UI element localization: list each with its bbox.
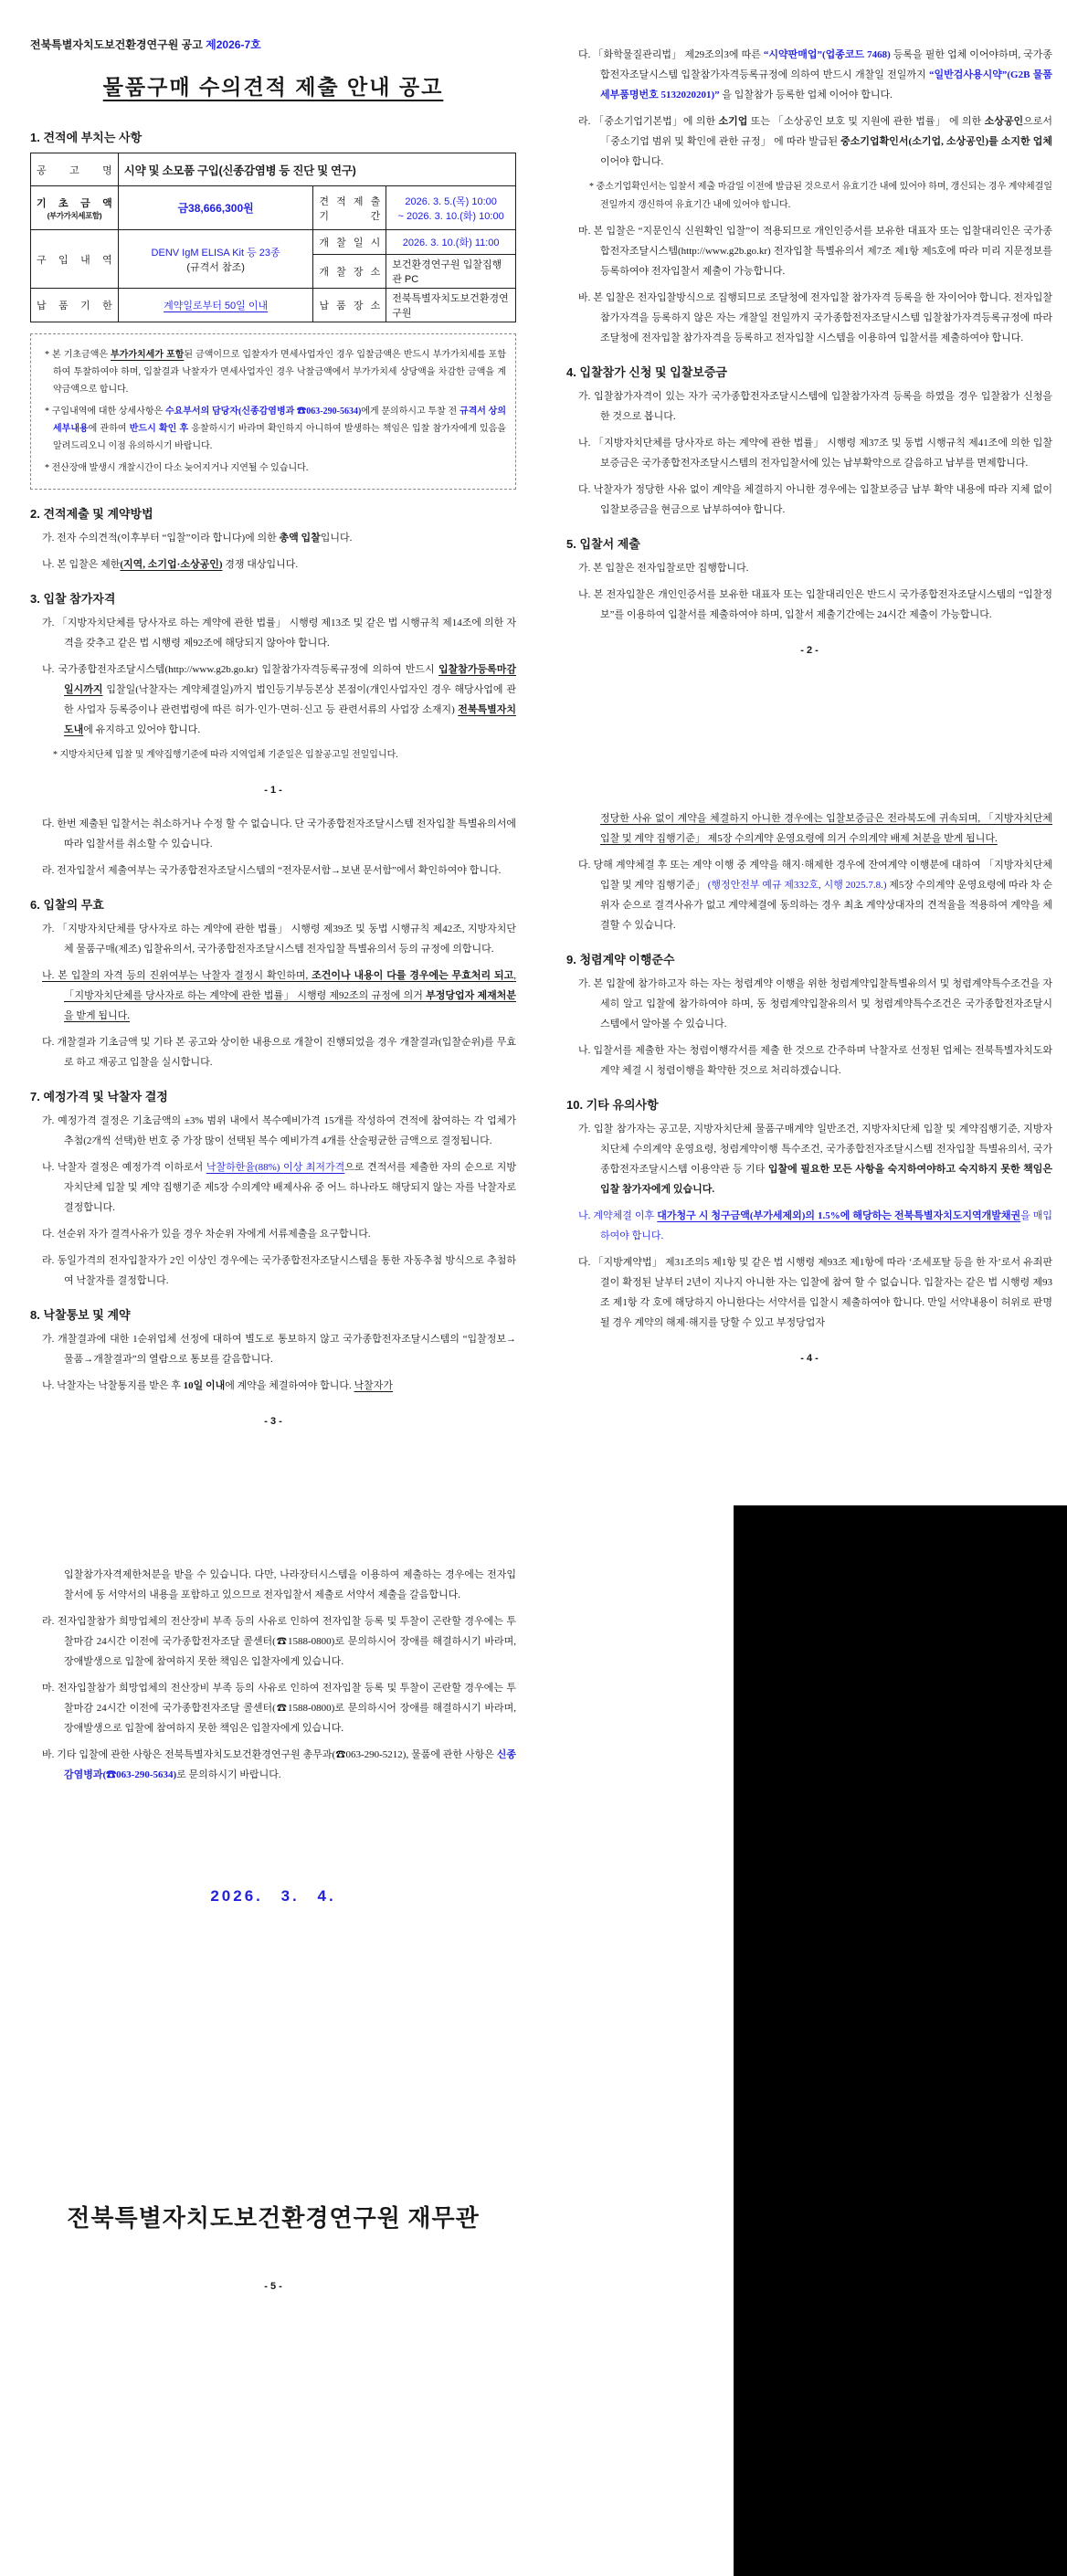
item-7-na [30,1157,516,1218]
text-run: 에 관하여 [88,424,130,434]
text-run: 입찰참가자격제한처분을 받을 수 있습니다. 다만, 나라장터시스템을 이용하여 제출하는 경우에는 전자입찰서에 동 서약서의 내용을 포함하고 있으므로 전자입찰서 제출로 서약서 제출을 갈음합니다. [64,1569,516,1600]
page-5 [30,1558,516,2302]
section-6-heading: 6. 입찰의 무효 [30,898,104,912]
text-run: 다. 낙찰자가 정당한 사유 없이 계약을 체결하지 아니한 경우에는 입찰보증금 납부 확약 내용에 따라 지체 없이 입찰보증금을 현금으로 납부하여야 합니다. [578,484,1052,515]
text-run: 마. 전자입찰참가 희망업체의 전산장비 부족 등의 사유로 인하여 전자입찰 등록 및 투찰이 곤란할 경우에는 투찰마감 24시간 이전에 국가종합전자조달 콜센터(☎1588-0800)로 문의하시어 장애를 해결하시기 바라며, 장애발생으로 입찰에 참여하지 못한 책임은 입찰자에게 있습니다. [42,1683,516,1734]
item-10-ba [30,1745,516,1785]
text-run: 10일 이내 [183,1380,226,1391]
text-run: * 구입내역에 대한 상세사항은 [45,406,165,417]
item-8-da [566,855,1052,935]
item-7-ra [30,1251,516,1291]
text-run: 나. 입찰서를 제출한 자는 청렴이행각서를 제출 한 것으로 간주하며 낙찰자로 선정된 업체는 전북특별자치도와 계약 체결 시 청렴이행을 확약한 것으로 처리하겠습니다. [578,1045,1052,1076]
text-run: 에 유지하고 있어야 합니다. [83,724,201,735]
item-3-ba [566,288,1052,348]
cell-quote-period-value: 2026. 3. 5.(목) 10:00 ~ 2026. 3. 10.(화) 10:00 [386,186,516,230]
text-run: 낙찰하한율(88%) 이상 최저가격 [206,1162,345,1173]
item-5-ga [566,558,1052,578]
page-number-3: - 3 - [264,1416,282,1427]
text-run: 을 매입하여야 합니다. [600,1210,1052,1241]
item-6-na [30,966,516,1026]
text-run: 전북특별자치도내 [64,704,516,735]
text-run: 나. 「지방자치단체를 당사자로 하는 계약에 관한 법률」 시행령 제37조 및 동법 시행규칙 제41조에 의한 입찰보증금은 국가종합전자조달시스템의 전자입찰서에 있는 납부확약으로 갈음하고 납부를 면제합니다. [578,438,1052,469]
section-3-heading: 3. 입찰 참가자격 [30,592,116,606]
text-run: 가. 예정가격 결정은 기초금액의 ±3% 범위 내에서 복수예비가격 15개를 작성하여 견적에 참여하는 각 업체가 추첨(2개씩 선택)한 번호 중 가장 많이 선택된 복수 예비가격 4개를 산술평균한 금액으로 결정됩니다. [42,1115,516,1146]
text-run: 부정당업자 제재처분 [426,990,517,1001]
cell-notice-name-label: 공 고 명 [31,153,119,186]
text-run: 로 문의하시기 바랍니다. [176,1769,281,1780]
text-run: 가. 전자 수의견적(이후부터 “입찰”이라 합니다)에 의한 [42,533,280,544]
page-number-4: - 4 - [800,1353,819,1364]
document-title: 물품구매 수의견적 제출 안내 공고 [102,75,444,99]
text-run: (행정안전부 예규 제332호, 시행 2025.7.8.) [707,880,887,891]
text-run: 부가가치세가 포함 [111,350,185,360]
text-run: 다. 「지방계약법」 제31조의5 제1항 및 같은 법 시행령 제93조 제1항에 따라 ‘조세포탈 등을 한 자’로서 유죄판결이 확정된 날부터 2년이 지나지 아니한 자는 입찰에 참여 할 수 없습니다. 입찰자는 같은 법 시행령 제93조 제1항 각 호에 해당하지 아니한다는 서약서를 입찰시 제출하여야 합니다. 만일 서약내용이 허위로 판명될 경우 계약의 해제·해지를 당할 수 있고 부정당업자 [578,1257,1052,1328]
item-10-da [566,1252,1052,1333]
text-run: 에게 문의하시고 투찰 전 [361,406,460,417]
text-run: 나. 본 입찰은 제한 [42,559,121,570]
text-run: 가. 입찰 참가자는 공고문, 지방자치단체 물품구매계약 일반조건, 지방자치단체 입찰 및 계약집행기준, 지방자치단체 수의계약 운영요령, 청렴계약이행 특수조건, 국가종합전자조달시스템 전자입찰 특별유의서, 국가종합전자조달시스템 이용약관 등 기타 [578,1124,1052,1175]
item-3-na-note [30,746,516,765]
item-10-ra [30,1611,516,1672]
text-run: 나. 본 입찰의 자격 등의 진위여부는 낙찰자 결정시 확인하며, [42,970,312,981]
cell-base-amount-label: 기 초 금 액 (부가가치세포함) [31,186,119,230]
remark-vat [40,346,506,398]
text-run: “시약판매업”(업종코드 7468) [763,49,891,60]
text-run: 다. 한번 제출된 입찰서는 취소하거나 수정 할 수 없습니다. 단 국가종합전자조달시스템 전자입찰 특별유의서에 따라 입찰서를 취소할 수 있습니다. [42,818,516,850]
section-4-heading: 4. 입찰참가 신청 및 입찰보증금 [566,365,727,379]
text-run: 가. 입찰참가자격이 있는 자가 국가종합전자조달시스템에 입찰참가자격 등록을 하였을 경우 입찰참가 신청을 한 것으로 봅니다. [578,391,1052,422]
text-run: 경쟁 대상입니다. [222,559,299,570]
text-run: 바. 본 입찰은 전자입찰방식으로 집행되므로 조달청에 전자입찰 참가자격 등록을 한 자이어야 합니다. 전자입찰참가자격을 등록하지 않은 자는 개찰일 전일까지 국가종합전자조달시스템 입찰참가자격등록규정에 따라 조달청에 전자입찰 참가자격을 등록하고 전자입찰 시스템을 이용하여 입찰서를 제출하여야 합니다. [578,292,1052,343]
item-9-ga [566,974,1052,1034]
announcement-date: 2026. 3. 4. [210,1887,336,1905]
table-row-notice-name [31,153,516,186]
item-9-na [566,1040,1052,1081]
item-6-ga [30,919,516,959]
item-3-na [30,660,516,740]
item-3-ra-note [566,178,1052,215]
text-run: 가. 본 입찰은 전자입찰로만 집행합니다. [578,563,749,574]
item-10-da-continuation [30,1565,516,1605]
text-run: 에 계약을 체결하여야 합니다. [225,1380,354,1391]
table-row-base-amount [31,186,516,230]
cell-base-amount-value: 금38,666,300원 [118,186,313,230]
text-run: 마. 본 입찰은 “지문인식 신원확인 입찰”이 적용되므로 개인인증서를 보유한 대표자 또는 입찰대리인은 국가종합전자조달시스템(http://www.g2b.go.kr) 전자입찰 특별유의서 제7조 제1항 제5호에 따라 미리 지문정보를 등록하여야 전자입찰서 제출이 가능합니다. [578,226,1052,277]
quotation-info-table [30,153,516,322]
text-run: 가. 「지방자치단체를 당사자로 하는 계약에 관한 법률」 시행령 제39조 및 동법 시행규칙 제42조, 지방자치단체 물품구매(제조) 입찰유의서, 국가종합전자조달시스템 전자입찰 특별유의서 등의 규정에 의합니다. [42,924,516,955]
text-run: 라. 전자입찰서 제출여부는 국가종합전자조달시스템의 “전자문서함→보낸 문서함”에서 확인하여야 합니다. [42,865,502,876]
text-run: 중소기업확인서(소기업, 소상공인)를 소지한 업체 [840,136,1052,147]
text-run: 등록을 필한 업체 이어야하며, 국가종합전자조달시스템 입찰참가자격등록규정에 의하여 반드시 개찰일 전일까지 [600,49,1053,80]
text-run: 된 금액이므로 입찰자가 면세사업자인 경우 입찰금액은 반드시 부가가치세를 포함하여 투찰하여야 하며, 입찰결과 낙찰자가 면세사업자인 경우 낙찰금액에서 부가가치세 상당액을 차감한 금액을 계약금액으로 합니다. [53,350,506,395]
cell-notice-name-value: 시약 및 소모품 구입(신종감염병 등 진단 및 연구) [118,153,515,186]
text-run: 소기업 [718,116,748,127]
item-8-ga [30,1329,516,1369]
text-run: * 지방자치단체 입찰 및 계약집행기준에 따라 지역업체 기준일은 입찰공고일 전일입니다. [53,750,398,760]
text-run: 응찰하시기 바라며 확인하지 아니하여 발생하는 책임은 입찰 참가자에게 있음을 알려드리오니 이점 유의하시기 바랍니다. [53,424,507,451]
section-1-heading: 1. 견적에 부치는 사항 [30,131,143,144]
item-5-ra [30,860,516,881]
cell-purchase-items-value: DENV IgM ELISA Kit 등 23종 (규격서 참조) [118,230,313,289]
item-10-ma [30,1678,516,1738]
text-run: 라. 「중소기업기본법」에 의한 [578,116,719,127]
text-run: 입찰에 필요한 모든 사항을 숙지하여야하고 숙지하지 못한 책임은 입찰 참가자에게 있습니다. [600,1164,1053,1195]
item-10-na [566,1206,1052,1246]
text-run: 을 받게 됩니다. [64,1010,131,1021]
item-7-da [30,1224,516,1244]
text-run: 제5장 수의계약 운영요령에 따라 차 순위자 순으로 결격사유가 없고 계약체결에 동의하는 경우 최초 계약상대자의 견적율을 적용하여 계약을 체결할 수 있습니다. [600,880,1052,931]
item-4-ga [566,386,1052,427]
text-run: 규격서 상의 세부내용 [53,406,506,434]
text-run: 다. 「화학물질관리법」 제29조의3에 따른 [578,49,764,60]
section-10-heading: 10. 기타 유의사항 [566,1098,659,1112]
page-2 [566,38,1052,666]
text-run: 신종감염병과(☎063-290-5634) [64,1749,516,1780]
page-number-1: - 1 - [264,785,282,796]
text-run: 입찰참가등록마감일시까지 [64,664,516,695]
notice-number-header [30,37,516,52]
text-run: * 중소기업확인서는 입찰서 제출 마감일 이전에 발급된 것으로서 유효기간 내에 있어야 하며, 갱신되는 경우 계약체결일 전일까지 갱신하여 유효기간 내에 있어야 합니다. [589,182,1052,210]
text-run: 나. 국가종합전자조달시스템(http://www.g2b.go.kr) 입찰참가자격등록규정에 의하여 반드시 [42,664,438,675]
text-run: 나. 낙찰자 결정은 예정가격 이하로서 [42,1162,206,1173]
item-3-da [566,45,1052,105]
text-run: 제2026-7호 [206,38,261,51]
text-run: 라. 전자입찰참가 희망업체의 전산장비 부족 등의 사유로 인하여 전자입찰 등록 및 투찰이 곤란할 경우에는 투찰마감 24시간 이전에 국가종합전자조달 콜센터(☎1588-0800)로 문의하시어 장애를 해결하시기 바라며, 장애발생으로 입찰에 참여하지 못한 책임은 입찰자에게 있습니다. [42,1616,516,1667]
cell-opening-place-value: 보건환경연구원 입찰집행관 PC [386,255,516,289]
page-number-2: - 2 - [800,645,819,656]
black-redaction-box [734,1505,1067,2576]
text-run: * 본 기초금액은 [45,350,111,360]
cell-delivery-place-value: 전북특별자치도보건환경연구원 [386,289,516,322]
cell-opening-place-label: 개 찰 장 소 [313,255,386,289]
item-6-da [30,1032,516,1072]
text-run: 총액 입찰 [279,533,321,544]
text-run: 가. 「지방자치단체를 당사자로 하는 계약에 관한 법률」 시행령 제13조 및 같은 법 시행규칙 제14조에 의한 자격을 갖추고 같은 법 시행령 제92조에 해당되지 않아야 합니다. [42,618,516,649]
item-3-ra [566,111,1052,172]
page-1 [30,37,516,806]
text-run: 다. 선순위 자가 결격사유가 있을 경우 차순위 자에게 서류제출을 요구합니다. [42,1229,371,1240]
text-run: 정당한 사유 없이 계약을 체결하지 아니한 경우에는 입찰보증금은 전라북도에 귀속되며, 「지방자치단체 입찰 및 계약 집행기준」 제5장 수의계약 운영요령에 의거 수의계약 배제 처분을 받게 됩니다. [600,813,1052,844]
text-run: 을 입찰참가 등록한 업체 이어야 합니다. [719,90,893,100]
text-run: “일반검사용시약”(G2B 물품세부품명번호 5132020201)” [600,69,1052,100]
item-5-da [30,814,516,854]
cell-delivery-deadline-value: 계약일로부터 50일 이내 [118,289,313,322]
notice-remarks-box [30,333,516,490]
text-run: * 전산장애 발생시 개찰시간이 다소 늦어지거나 지연될 수 있습니다. [45,463,309,473]
item-3-ga [30,613,516,653]
text-run: 낙찰자가 [354,1380,394,1391]
item-8-na [30,1376,516,1396]
cell-delivery-place-label: 납 품 장 소 [313,289,386,322]
cell-purchase-items-label: 구 입 내 역 [31,230,119,289]
text-run: 으로 견적서를 제출한 자의 순으로 지방자치단체 입찰 및 계약 집행기준 제5장 수의계약 배제사유 중 어느 하나라도 해당되지 않는 자를 낙찰자로 결정합니다. [64,1162,517,1213]
page-number-5: - 5 - [264,2281,282,2292]
section-7-heading: 7. 예정가격 및 낙찰자 결정 [30,1090,168,1103]
text-run: 대가청구 시 청구금액(부가세제외)의 1.5%에 해당하는 전북특별자치도지역개발채권 [657,1210,1021,1221]
text-run: 소상공인 [984,116,1024,127]
text-run: 조건이나 내용이 다를 경우에는 무효처리 되고 [312,970,514,981]
section-5-heading: 5. 입찰서 제출 [566,537,640,551]
section-8-heading: 8. 낙찰통보 및 계약 [30,1308,131,1322]
issuing-authority-signature: 전북특별자치도보건환경연구원 재무관 [67,2205,480,2232]
text-run: (지역, 소기업·소상공인) [120,559,223,570]
text-run: 수요부서의 담당자(신종감염병과 ☎063-290-5634) [164,406,362,417]
cell-opening-datetime-value: 2026. 3. 10.(화) 11:00 [386,230,516,255]
text-run: 나. 낙찰자는 낙찰통지를 받은 후 [42,1380,184,1391]
text-run: 전북특별자치도보건환경연구원 공고 [30,38,206,51]
item-10-ga [566,1119,1052,1199]
text-run: 가. 본 입찰에 참가하고자 하는 자는 청렴계약 이행을 위한 청렴계약입찰특별유의서 및 청렴계약특수조건을 자세히 알고 입찰에 참가하여야 하며, 동 청렴계약입찰유의서 및 청렴계약특수조건은 국가종합전자조달시스템에서 알아볼 수 있습니다. [578,978,1052,1029]
table-row-delivery [31,289,516,322]
text-run: 다. 당해 계약체결 후 또는 계약 이행 중 계약을 해지·해제한 경우에 잔여계약 이행분에 대하여 「지방자치단체 입찰 및 계약 집행기준」 [578,860,1052,891]
item-4-da [566,480,1052,520]
text-run: , 「지방자치단체를 당사자로 하는 계약에 관한 법률」 시행령 제92조의 규정에 의거 [64,970,516,1001]
cell-delivery-deadline-label: 납 품 기 한 [31,289,119,322]
text-run: 또는 「소상공인 보호 및 지원에 관한 법률」 에 의한 [747,116,985,127]
text-run: 라. 동일가격의 전자입찰자가 2인 이상인 경우에는 국가종합전자조달시스템을 통한 자동추첨 방식으로 추첨하여 낙찰자를 결정합니다. [42,1255,516,1286]
table-row-purchase-items [31,230,516,255]
text-run: 나. 계약체결 이후 [578,1210,658,1221]
item-7-ga [30,1111,516,1151]
item-4-na [566,433,1052,473]
text-run: 이어야 합니다. [600,156,664,167]
item-5-na [566,585,1052,625]
text-run: 나. 본 전자입찰은 개인인증서를 보유한 대표자 또는 입찰대리인은 반드시 국가종합전자조달시스템의 “입찰정보”를 이용하여 입찰서를 제출하여야 하며, 입찰서 제출기간에는 24시간 제출이 가능합니다. [578,589,1052,620]
remark-contact [40,403,506,455]
page-3 [30,808,516,1437]
text-run: 입니다. [320,533,353,544]
text-run: 으로서 「중소기업 범위 및 확인에 관한 규정」 에 따라 발급된 [600,116,1052,147]
item-2-na [30,554,516,575]
text-run: 입찰일(낙찰자는 계약체결일)까지 법인등기부등본상 본점이(개인사업자인 경우 해당사업에 관한 사업자 등록증이나 관련법령에 따른 허가·인가·면허·신고 등 관련서류의 사업장 소재지) [64,684,516,715]
remark-system-delay [40,459,506,477]
item-3-ma [566,221,1052,281]
section-2-heading: 2. 견적제출 및 계약방법 [30,507,153,521]
item-8-na-continuation [566,808,1052,849]
item-2-ga [30,528,516,548]
page-4 [566,802,1052,1374]
text-run: 가. 개찰결과에 대한 1순위업체 선정에 대하여 별도로 통보하지 않고 국가종합전자조달시스템의 “입찰정보→물품→개찰결과”의 열람으로 통보를 갈음합니다. [42,1334,516,1365]
text-run: 다. 개찰결과 기초금액 및 기타 본 공고와 상이한 내용으로 개찰이 진행되었을 경우 개찰결과(입찰순위)를 무효로 하고 재공고 입찰을 실시합니다. [42,1037,516,1068]
cell-quote-period-label: 견 적 제 출 기 간 [313,186,386,230]
section-9-heading: 9. 청렴계약 이행준수 [566,953,675,966]
text-run: 반드시 확인 후 [129,424,189,434]
cell-opening-datetime-label: 개 찰 일 시 [313,230,386,255]
text-run: 바. 기타 입찰에 관한 사항은 전북특별자치도보건환경연구원 총무과(☎063-290-5212), 물품에 관한 사항은 [42,1749,497,1760]
